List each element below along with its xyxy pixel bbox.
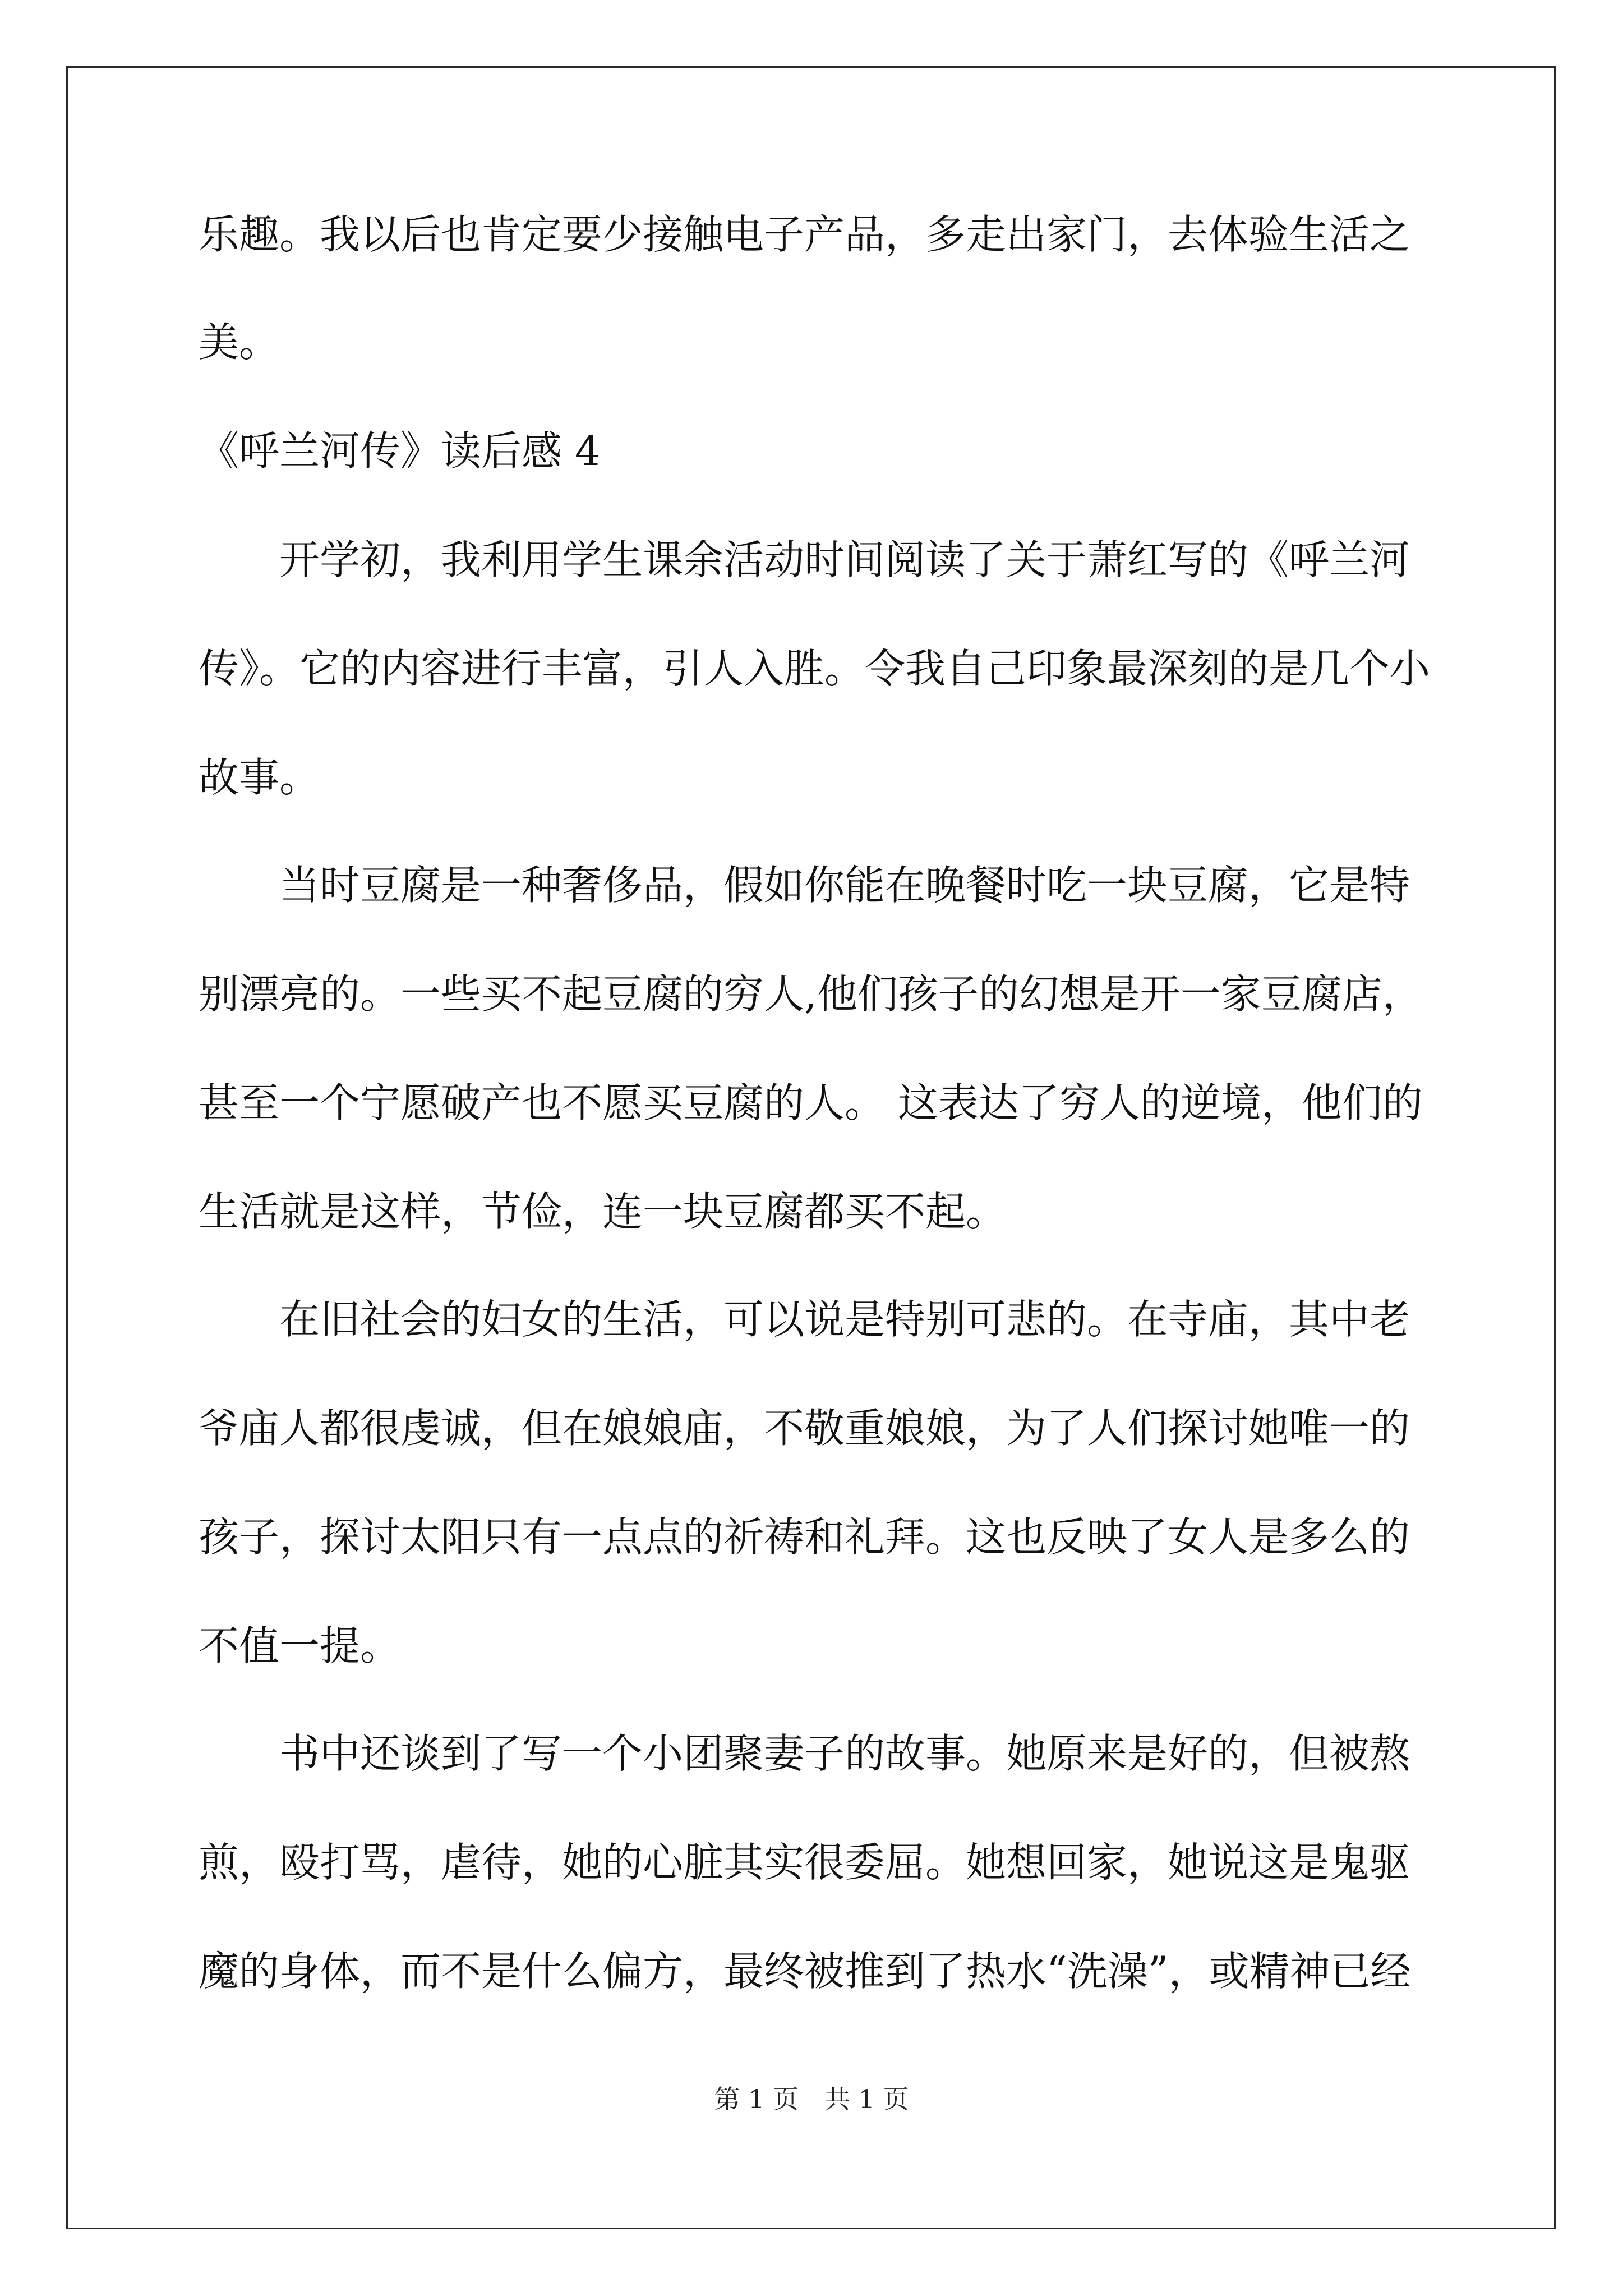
text-line: 不值一提。	[199, 1622, 401, 1669]
text-line: 孩子，探讨太阳只有一点点的祈祷和礼拜。这也反映了女人是多么的	[199, 1513, 1410, 1561]
text-line: 甚至一个宁愿破产也不愿买豆腐的人。 这表达了穷人的逆境，他们的	[199, 1079, 1423, 1126]
text-line: 生活就是这样，节俭，连一块豆腐都买不起。	[199, 1188, 1007, 1235]
page-number-footer: 第 1 页 共 1 页	[714, 2084, 909, 2114]
text-line: 书中还谈到了写一个小团聚妻子的故事。她原来是好的，但被熬	[199, 1730, 1410, 1777]
text-line: 乐趣。我以后也肯定要少接触电子产品，多走出家门，去体验生活之	[199, 211, 1410, 258]
text-line: 魔的身体，而不是什么偏方，最终被推到了热水“洗澡”，或精神已经	[199, 1948, 1411, 1995]
text-line: 开学初，我利用学生课余活动时间阅读了关于萧红写的《呼兰河	[199, 536, 1410, 583]
text-line: 当时豆腐是一种奢侈品，假如你能在晚餐时吃一块豆腐，它是特	[199, 862, 1410, 909]
page-frame	[66, 66, 1556, 2229]
section-heading: 《呼兰河传》读后感 4	[199, 427, 601, 475]
text-line: 故事。	[199, 754, 320, 801]
text-line: 别漂亮的。一些买不起豆腐的穷人,他们孩子的幻想是开一家豆腐店，	[199, 970, 1423, 1018]
text-line: 煎，殴打骂，虐待，她的心脏其实很委屈。她想回家，她说这是鬼驱	[199, 1839, 1410, 1886]
text-line: 传》。它的内容进行丰富，引人入胜。令我自己印象最深刻的是几个小	[199, 645, 1431, 692]
text-line: 美。	[199, 319, 280, 366]
text-line: 在旧社会的妇女的生活，可以说是特别可悲的。在寺庙，其中老	[199, 1296, 1410, 1343]
text-line: 爷庙人都很虔诚，但在娘娘庙，不敬重娘娘，为了人们探讨她唯一的	[199, 1405, 1410, 1452]
